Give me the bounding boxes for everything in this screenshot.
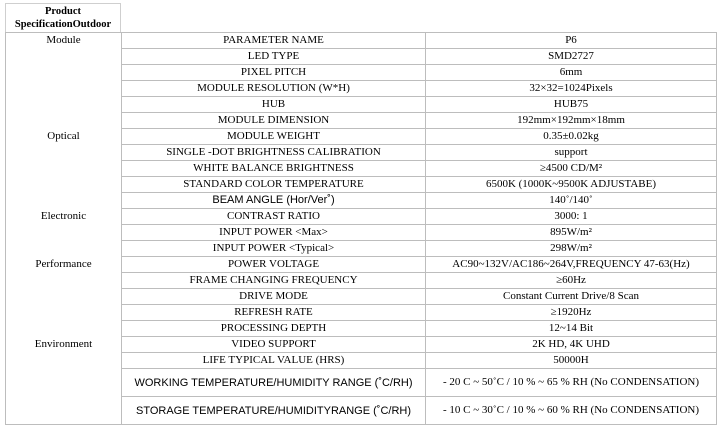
parameter-name-cell: LED TYPE <box>122 49 426 65</box>
table-row <box>6 193 717 209</box>
parameter-name-cell: PROCESSING DEPTH <box>122 321 426 337</box>
category-cell <box>6 65 122 81</box>
parameter-name-cell: REFRESH RATE <box>122 305 426 321</box>
parameter-name-cell: STANDARD COLOR TEMPERATURE <box>122 177 426 193</box>
table-row <box>6 161 717 177</box>
category-cell <box>6 225 122 241</box>
parameter-name-cell: FRAME CHANGING FREQUENCY <box>122 273 426 289</box>
category-cell: Performance <box>6 257 122 273</box>
parameter-name-cell: MODULE WEIGHT <box>122 129 426 145</box>
parameter-value-cell: 298W/m² <box>426 241 717 257</box>
parameter-value-cell: 32×32=1024Pixels <box>426 81 717 97</box>
parameter-value-cell: 12~14 Bit <box>426 321 717 337</box>
category-cell <box>6 305 122 321</box>
parameter-name-cell: INPUT POWER <Typical> <box>122 241 426 257</box>
specification-table-body <box>6 33 717 425</box>
category-cell <box>6 241 122 257</box>
parameter-value-cell: SMD2727 <box>426 49 717 65</box>
table-row <box>6 289 717 305</box>
parameter-name-cell: PARAMETER NAME <box>122 33 426 49</box>
table-row <box>6 209 717 225</box>
table-row <box>6 113 717 129</box>
parameter-name-cell: SINGLE -DOT BRIGHTNESS CALIBRATION <box>122 145 426 161</box>
category-cell <box>6 81 122 97</box>
table-row <box>6 273 717 289</box>
table-row <box>6 97 717 113</box>
table-row <box>6 397 717 425</box>
parameter-name-cell: STORAGE TEMPERATURE/HUMIDITYRANGE (˚C/RH) <box>122 397 426 425</box>
table-row <box>6 353 717 369</box>
category-cell <box>6 49 122 65</box>
table-row <box>6 49 717 65</box>
category-cell <box>6 353 122 369</box>
parameter-name-cell: MODULE DIMENSION <box>122 113 426 129</box>
table-row <box>6 225 717 241</box>
category-cell <box>6 113 122 129</box>
category-cell: Environment <box>6 337 122 353</box>
parameter-value-cell: ≥1920Hz <box>426 305 717 321</box>
category-cell <box>6 145 122 161</box>
table-row <box>6 177 717 193</box>
parameter-value-cell: HUB75 <box>426 97 717 113</box>
parameter-name-cell: HUB <box>122 97 426 113</box>
parameter-value-cell: support <box>426 145 717 161</box>
category-cell: Optical <box>6 129 122 145</box>
parameter-value-cell: 895W/m² <box>426 225 717 241</box>
table-row <box>6 305 717 321</box>
parameter-value-cell: - 20 C ~ 50˚C / 10 % ~ 65 % RH (No CONDENSATION) <box>426 369 717 397</box>
parameter-name-cell: WORKING TEMPERATURE/HUMIDITY RANGE (˚C/RH) <box>122 369 426 397</box>
parameter-value-cell: 3000: 1 <box>426 209 717 225</box>
parameter-name-cell: VIDEO SUPPORT <box>122 337 426 353</box>
category-cell: Electronic <box>6 209 122 225</box>
parameter-value-cell: 0.35±0.02kg <box>426 129 717 145</box>
parameter-name-cell: DRIVE MODE <box>122 289 426 305</box>
category-cell <box>6 397 122 425</box>
specification-table <box>5 32 717 425</box>
parameter-value-cell: - 10 C ~ 30˚C / 10 % ~ 60 % RH (No CONDENSATION) <box>426 397 717 425</box>
category-cell <box>6 193 122 209</box>
table-row <box>6 81 717 97</box>
parameter-value-cell: ≥60Hz <box>426 273 717 289</box>
parameter-name-cell: INPUT POWER <Max> <box>122 225 426 241</box>
table-row <box>6 257 717 273</box>
table-title-line-2: SpecificationOutdoor <box>14 19 112 30</box>
table-row <box>6 369 717 397</box>
category-cell <box>6 321 122 337</box>
category-cell <box>6 273 122 289</box>
category-cell <box>6 97 122 113</box>
table-title <box>5 3 121 32</box>
table-title-line-1: Product <box>45 6 81 17</box>
table-row <box>6 129 717 145</box>
parameter-value-cell: P6 <box>426 33 717 49</box>
table-row <box>6 145 717 161</box>
parameter-name-cell: BEAM ANGLE (Hor/Ver˚) <box>122 193 426 209</box>
parameter-name-cell: POWER VOLTAGE <box>122 257 426 273</box>
table-row <box>6 321 717 337</box>
table-row <box>6 241 717 257</box>
category-cell <box>6 161 122 177</box>
parameter-value-cell: AC90~132V/AC186~264V,FREQUENCY 47-63(Hz) <box>426 257 717 273</box>
parameter-value-cell: 6500K (1000K~9500K ADJUSTABE) <box>426 177 717 193</box>
parameter-value-cell: 140˚/140˚ <box>426 193 717 209</box>
table-row <box>6 33 717 49</box>
parameter-name-cell: CONTRAST RATIO <box>122 209 426 225</box>
parameter-value-cell: 192mm×192mm×18mm <box>426 113 717 129</box>
parameter-value-cell: Constant Current Drive/8 Scan <box>426 289 717 305</box>
category-cell <box>6 289 122 305</box>
parameter-value-cell: 50000H <box>426 353 717 369</box>
parameter-name-cell: WHITE BALANCE BRIGHTNESS <box>122 161 426 177</box>
category-cell: Module <box>6 33 122 49</box>
parameter-value-cell: ≥4500 CD/M² <box>426 161 717 177</box>
parameter-name-cell: MODULE RESOLUTION (W*H) <box>122 81 426 97</box>
parameter-value-cell: 2K HD, 4K UHD <box>426 337 717 353</box>
parameter-name-cell: PIXEL PITCH <box>122 65 426 81</box>
parameter-name-cell: LIFE TYPICAL VALUE (HRS) <box>122 353 426 369</box>
table-row <box>6 65 717 81</box>
parameter-value-cell: 6mm <box>426 65 717 81</box>
category-cell <box>6 177 122 193</box>
table-row <box>6 337 717 353</box>
category-cell <box>6 369 122 397</box>
